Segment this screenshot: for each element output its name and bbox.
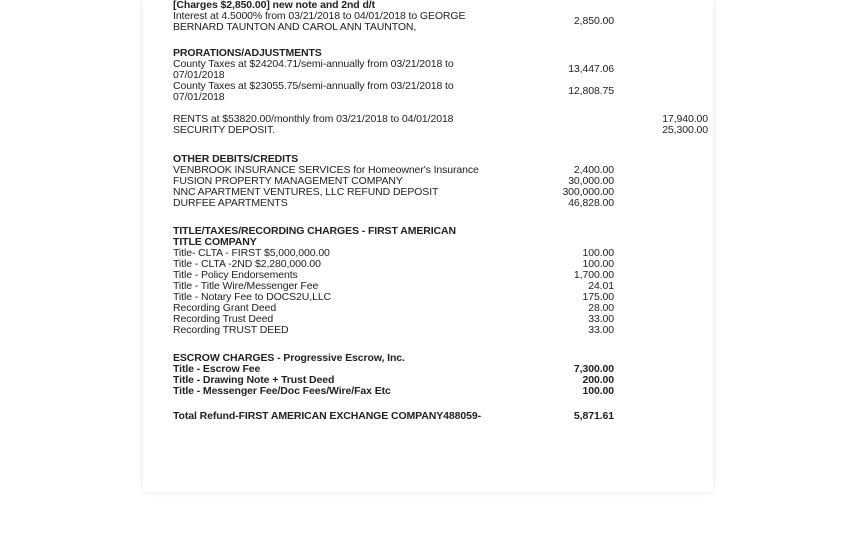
escrow-heading: ESCROW CHARGES - Progressive Escrow, Inc. [173, 352, 405, 364]
prorations-heading: PRORATIONS/ADJUSTMENTS [173, 47, 322, 59]
other-item-amount: 2,400.00 [573, 164, 614, 176]
title-item-desc: Recording Trust Deed [173, 313, 274, 325]
title-item-amount: 28.00 [588, 302, 614, 314]
county-tax-2-line1: County Taxes at $23055.75/semi-annually from 03/21/2018 to [173, 80, 454, 92]
title-item-desc: Title - Notary Fee to DOCS2U,LLC [173, 291, 332, 303]
total-refund-amount: 5,871.61 [573, 410, 614, 422]
title-item-amount: 24.01 [588, 280, 614, 292]
county-tax-1-line1: County Taxes at $24204.71/semi-annually from 03/21/2018 to [173, 58, 454, 70]
interest-line1: Interest at 4.5000% from 03/21/2018 to 04/01/2018 to GEORGE [173, 10, 466, 22]
security-deposit-amount: 25,300.00 [662, 124, 708, 136]
other-item-amount: 300,000.00 [562, 186, 614, 198]
other-heading: OTHER DEBITS/CREDITS [173, 153, 299, 165]
other-item-desc: NNC APARTMENT VENTURES, LLC REFUND DEPOSIT [173, 186, 439, 198]
rents-amount: 17,940.00 [662, 113, 708, 125]
escrow-item-amount: 100.00 [582, 385, 614, 397]
rents-desc: RENTS at $53820.00/monthly from 03/21/2018 to 04/01/2018 [173, 113, 454, 125]
title-item-desc: Title - Policy Endorsements [173, 269, 298, 281]
title-item-amount: 33.00 [588, 324, 614, 336]
interest-line2: BERNARD TAUNTON AND CAROL ANN TAUNTON, [173, 21, 417, 33]
other-item-desc: VENBROOK INSURANCE SERVICES for Homeowner's Insurance [173, 164, 479, 176]
other-item-amount: 46,828.00 [568, 197, 614, 209]
charges-header: [Charges $2,850.00] new note and 2nd d/t [173, 0, 375, 11]
county-tax-2-line2: 07/01/2018 [173, 91, 225, 103]
title-item-amount: 100.00 [582, 258, 614, 270]
county-tax-1-amount: 13,447.06 [568, 63, 614, 75]
title-item-desc: Title- CLTA - FIRST $5,000,000.00 [173, 247, 330, 259]
title-item-amount: 1,700.00 [573, 269, 614, 281]
interest-amount: 2,850.00 [573, 15, 614, 27]
escrow-item-amount: 200.00 [582, 374, 614, 386]
escrow-item-amount: 7,300.00 [573, 363, 614, 375]
escrow-item-desc: Title - Escrow Fee [173, 363, 261, 375]
title-item-amount: 175.00 [582, 291, 614, 303]
other-item-desc: DURFEE APARTMENTS [173, 197, 288, 209]
title-heading-line1: TITLE/TAXES/RECORDING CHARGES - FIRST AMERICAN [173, 225, 456, 237]
title-item-desc: Title - CLTA -2ND $2,280,000.00 [173, 258, 321, 270]
escrow-item-desc: Title - Drawing Note + Trust Deed [173, 374, 335, 386]
title-item-amount: 33.00 [588, 313, 614, 325]
title-item-desc: Title - Title Wire/Messenger Fee [173, 280, 319, 292]
escrow-item-desc: Title - Messenger Fee/Doc Fees/Wire/Fax Etc [173, 385, 391, 397]
county-tax-1-line2: 07/01/2018 [173, 69, 225, 81]
title-item-desc: Recording Grant Deed [173, 302, 277, 314]
title-heading-line2: TITLE COMPANY [173, 236, 257, 248]
county-tax-2-amount: 12,808.75 [568, 85, 614, 97]
title-item-amount: 100.00 [582, 247, 614, 259]
security-deposit-desc: SECURITY DEPOSIT. [173, 124, 275, 136]
total-refund-desc: Total Refund-FIRST AMERICAN EXCHANGE COMPANY488059- [173, 410, 481, 422]
title-item-desc: Recording TRUST DEED [173, 324, 289, 336]
other-item-desc: FUSION PROPERTY MANAGEMENT COMPANY [173, 175, 403, 187]
other-item-amount: 30,000.00 [568, 175, 614, 187]
